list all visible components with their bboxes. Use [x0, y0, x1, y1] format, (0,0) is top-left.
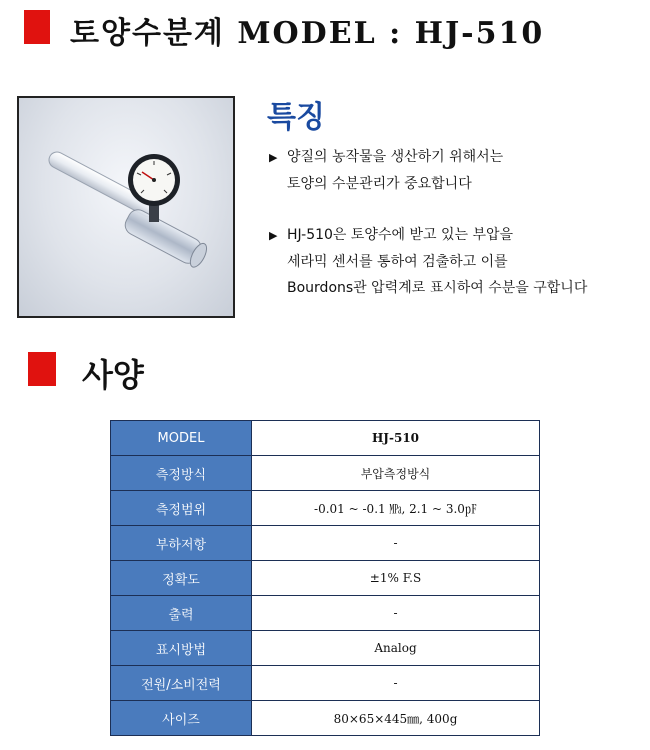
table-row	[111, 666, 540, 701]
feature-line: Bourdons관 압력계로 표시하여 수분을 구합니다	[287, 280, 588, 296]
table-row	[111, 456, 540, 491]
spec-title: 사양	[82, 356, 144, 394]
spec-label: 정확도	[111, 561, 252, 596]
spec-label: 부하저항	[111, 526, 252, 561]
spec-value: HJ-510	[252, 421, 540, 456]
spec-label: 측정방식	[111, 456, 252, 491]
triangle-bullet-icon: ▶	[269, 151, 278, 164]
spec-label: 사이즈	[111, 701, 252, 736]
spec-label: 전원/소비전력	[111, 666, 252, 701]
spec-value: -	[252, 666, 540, 701]
table-row	[111, 561, 540, 596]
soil-moisture-meter-illustration	[19, 98, 233, 316]
spec-table	[110, 420, 540, 736]
feature-line: ▶ HJ-510은 토양수에 받고 있는 부압을	[269, 222, 587, 249]
table-row	[111, 491, 540, 526]
spec-label: 표시방법	[111, 631, 252, 666]
table-row	[111, 701, 540, 736]
spec-value: 부압측정방식	[252, 456, 540, 491]
spec-value: 80×65×445㎜, 400g	[252, 701, 540, 736]
table-row	[111, 421, 540, 456]
spec-marker	[28, 352, 56, 386]
spec-value: -0.01 ~ -0.1 ㎫, 2.1 ~ 3.0㎊	[252, 491, 540, 526]
features-title: 특징	[267, 100, 325, 135]
spec-value: -	[252, 596, 540, 631]
spec-label: 출력	[111, 596, 252, 631]
table-row	[111, 596, 540, 631]
table-row	[111, 631, 540, 666]
feature-line: 토양의 수분관리가 중요합니다	[287, 176, 472, 192]
spec-value: ±1% F.S	[252, 561, 540, 596]
triangle-bullet-icon: ▶	[269, 229, 278, 242]
header-marker	[24, 10, 50, 44]
feature-bullet-1	[269, 144, 503, 197]
table-row	[111, 526, 540, 561]
spec-value: -	[252, 526, 540, 561]
spec-label: MODEL	[111, 421, 252, 456]
feature-bullet-2	[269, 222, 587, 301]
feature-line: ▶ 양질의 농작물을 생산하기 위해서는	[269, 144, 503, 171]
product-photo	[17, 96, 235, 318]
spec-value: Analog	[252, 631, 540, 666]
spec-label: 측정범위	[111, 491, 252, 526]
feature-line: 세라믹 센서를 통하여 검출하고 이를	[287, 254, 508, 270]
page-title: 토양수분계 MODEL : HJ-510	[70, 16, 545, 51]
